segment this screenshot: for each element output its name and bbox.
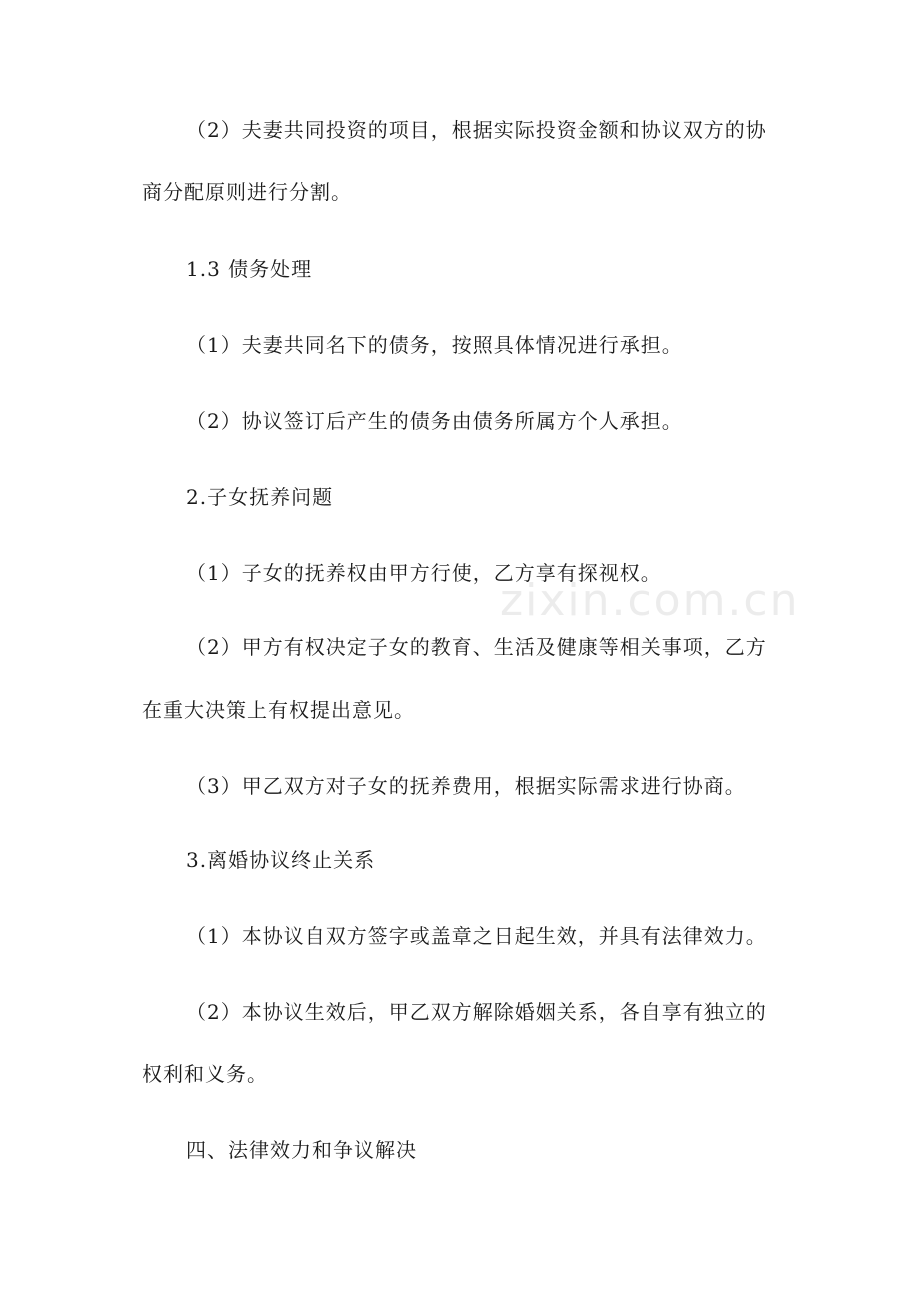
section-heading-child-custody: 2.子女抚养问题 bbox=[186, 485, 334, 509]
paragraph-dissolution: （2）本协议生效后，甲乙双方解除婚姻关系，各自享有独立的 bbox=[186, 1000, 767, 1024]
paragraph-decision-right: （2）甲方有权决定子女的教育、生活及健康等相关事项，乙方 bbox=[186, 635, 767, 659]
paragraph-custody-right: （1）子女的抚养权由甲方行使，乙方享有探视权。 bbox=[186, 561, 662, 585]
section-heading-debt: 1.3 债务处理 bbox=[186, 257, 313, 281]
paragraph-support-cost: （3）甲乙双方对子女的抚养费用，根据实际需求进行协商。 bbox=[186, 774, 746, 798]
paragraph-investment-split-cont: 商分配原则进行分割。 bbox=[142, 180, 352, 204]
paragraph-joint-debt: （1）夫妻共同名下的债务，按照具体情况进行承担。 bbox=[186, 333, 683, 357]
paragraph-decision-right-cont: 在重大决策上有权提出意见。 bbox=[142, 698, 415, 722]
paragraph-investment-split: （2）夫妻共同投资的项目，根据实际投资金额和协议双方的协 bbox=[186, 118, 767, 142]
paragraph-post-agreement-debt: （2）协议签订后产生的债务由债务所属方个人承担。 bbox=[186, 409, 683, 433]
paragraph-dissolution-cont: 权利和义务。 bbox=[142, 1062, 268, 1086]
paragraph-effective: （1）本协议自双方签字或盖章之日起生效，并具有法律效力。 bbox=[186, 924, 767, 948]
section-heading-legal-effect: 四、法律效力和争议解决 bbox=[186, 1138, 417, 1162]
watermark: zixin.com.cn bbox=[500, 575, 800, 626]
section-heading-termination: 3.离婚协议终止关系 bbox=[186, 848, 376, 872]
